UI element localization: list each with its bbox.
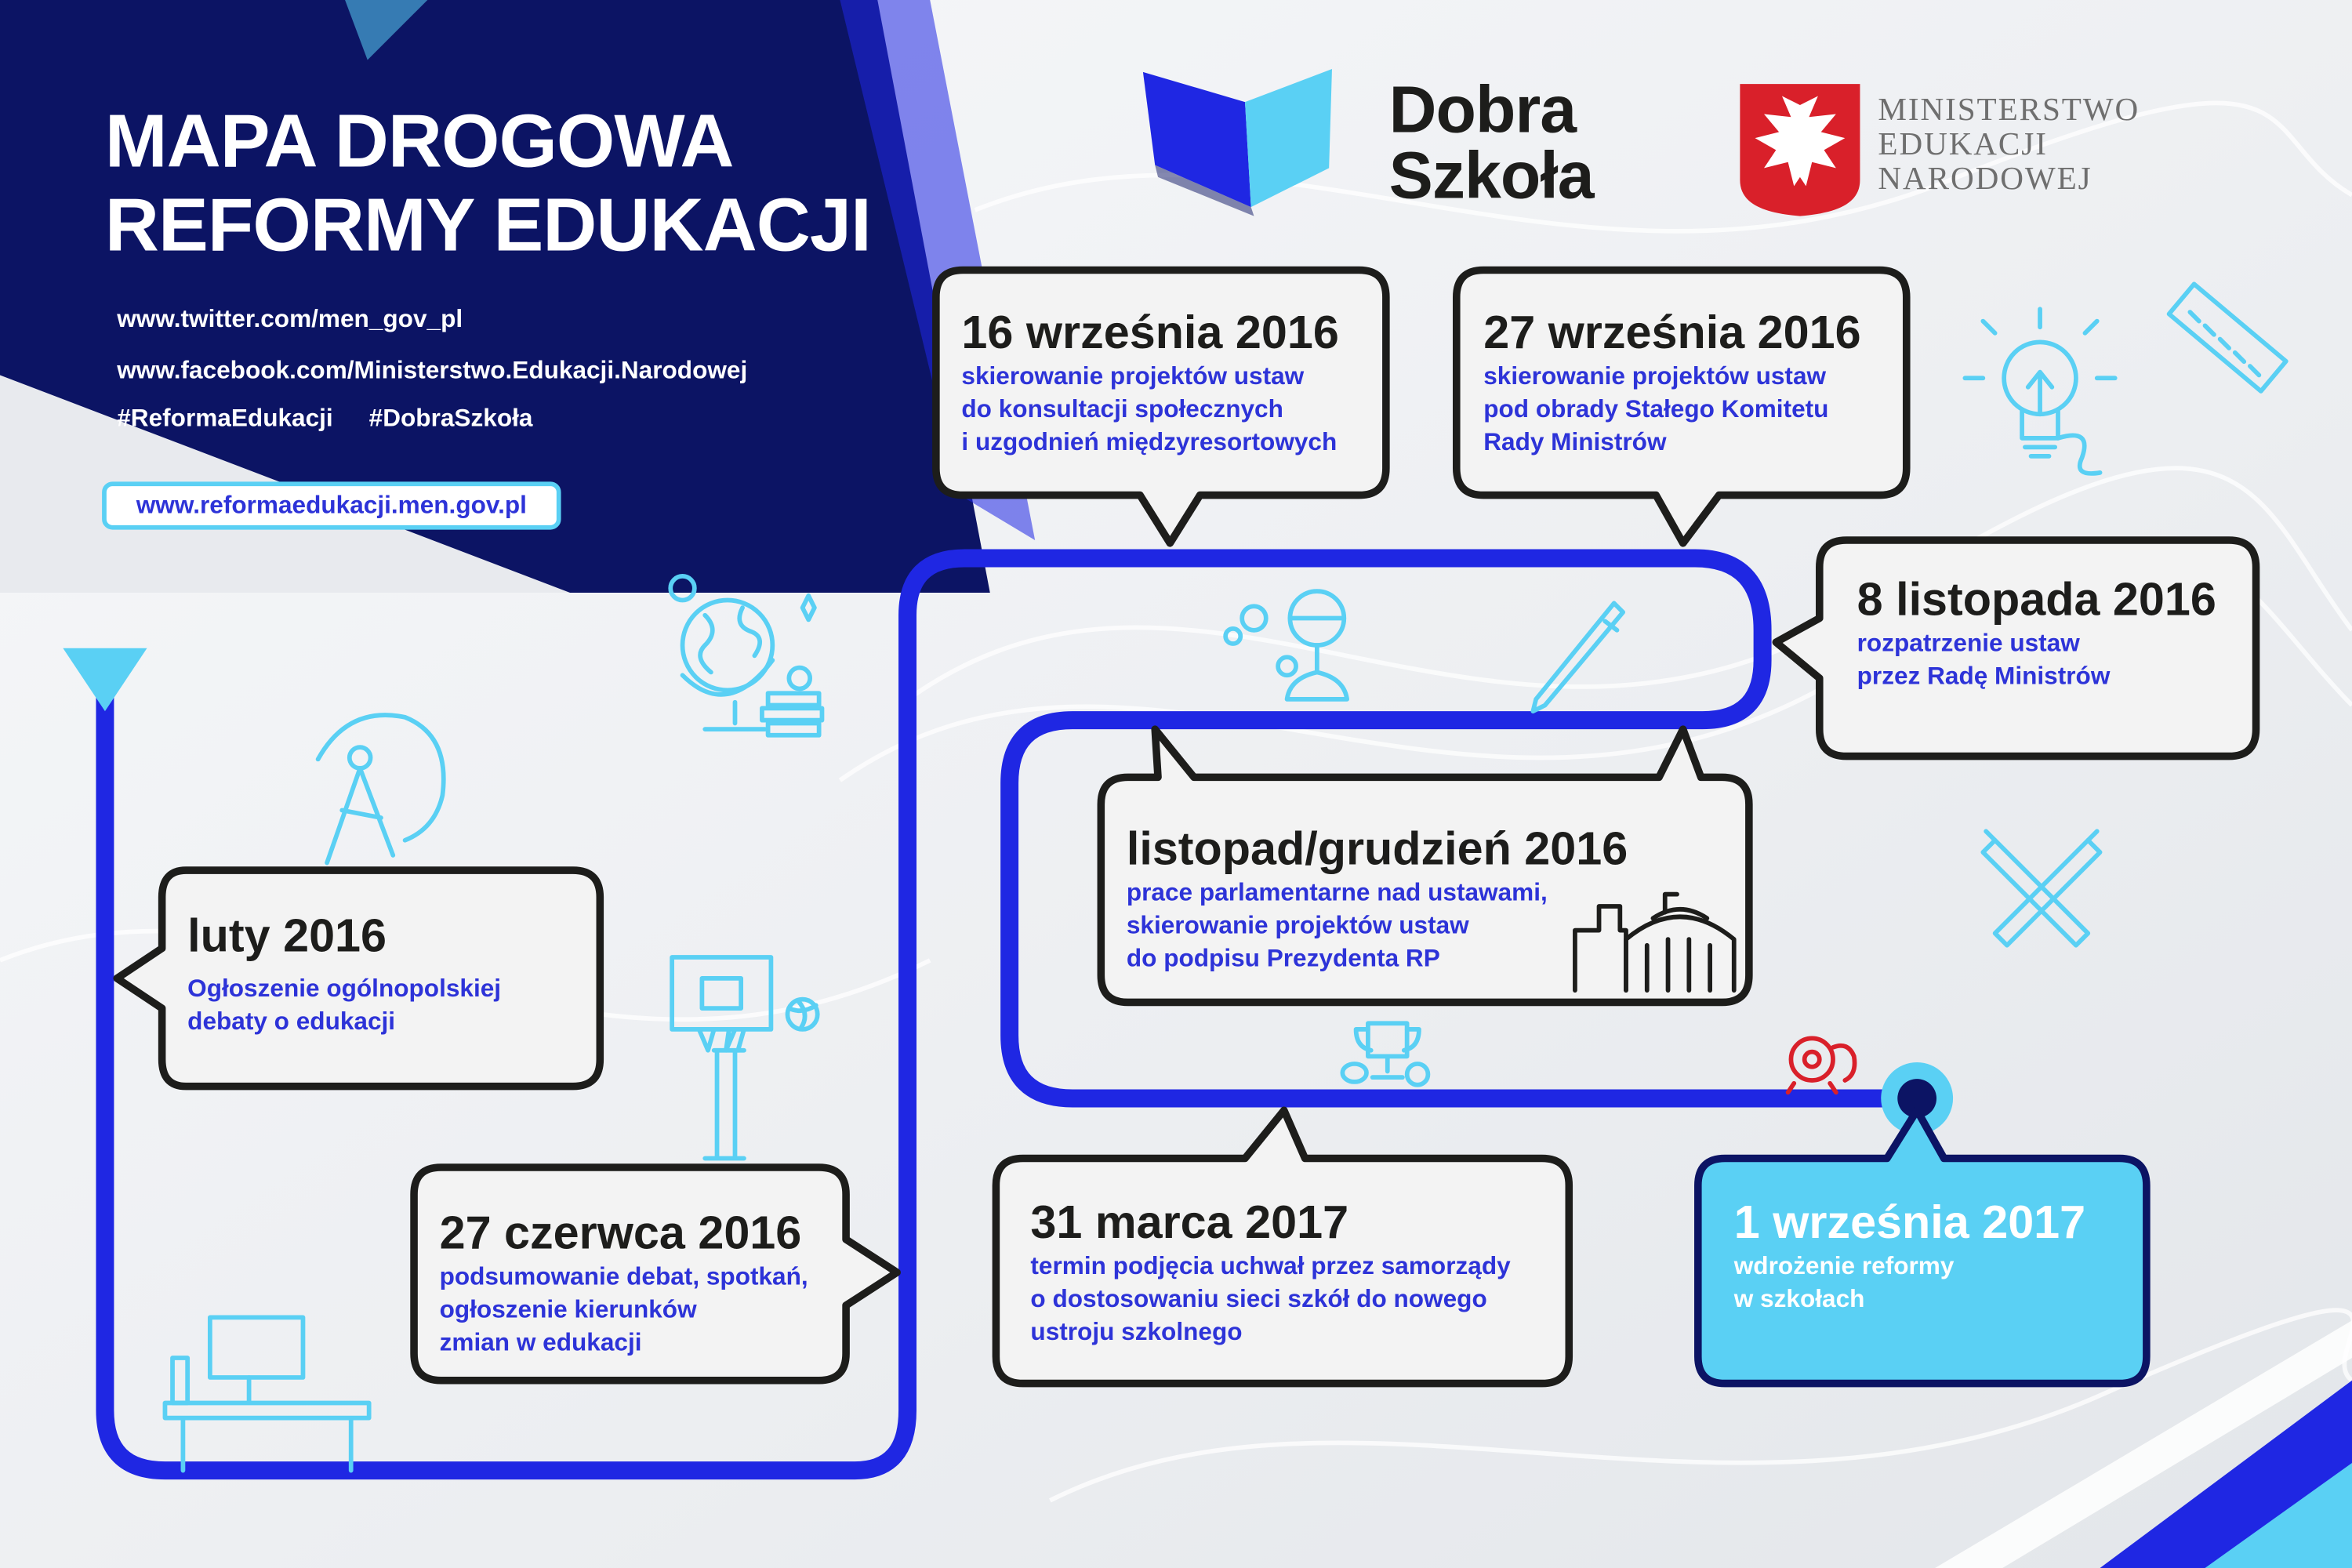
description-line: wdrożenie reformy <box>1733 1253 1955 1280</box>
ministry-line-1: MINISTERSTWO <box>1878 91 2140 128</box>
milestone-date: luty 2016 <box>187 909 387 962</box>
description-line: prace parlamentarne nad ustawami, <box>1126 879 1548 906</box>
description-line: termin podjęcia uchwał przez samorządy <box>1030 1253 1511 1280</box>
ministry-logo-text <box>1878 93 2140 197</box>
description-line: podsumowanie debat, spotkań, <box>439 1263 808 1290</box>
milestone-date: 31 marca 2017 <box>1030 1196 1349 1249</box>
milestone-description <box>1734 1250 1955 1316</box>
title-line-1: MAPA DROGOWA <box>104 99 734 183</box>
brand-line-1: Dobra <box>1388 73 1577 147</box>
description-line: pod obrady Stałego Komitetu <box>1483 396 1829 423</box>
description-line: debaty o edukacji <box>187 1008 396 1036</box>
description-line: rozpatrzenie ustaw <box>1857 630 2080 658</box>
description-line: do konsultacji społecznych <box>961 396 1283 423</box>
eagle-emblem-icon <box>1740 84 1860 216</box>
twitter-link[interactable]: www.twitter.com/men_gov_pl <box>117 306 463 333</box>
description-line: przez Radę Ministrów <box>1857 662 2111 691</box>
description-line: Ogłoszenie ogólnopolskiej <box>187 975 502 1003</box>
description-line: zmian w edukacji <box>439 1329 642 1357</box>
milestone-date: listopad/grudzień 2016 <box>1126 822 1628 875</box>
description-line: i uzgodnień międzyresortowych <box>961 429 1338 456</box>
milestone-description <box>1857 627 2111 693</box>
description-line: skierowanie projektów ustaw <box>961 363 1305 390</box>
website-link[interactable]: www.reformaedukacji.men.gov.pl <box>102 481 561 529</box>
description-line: skierowanie projektów ustaw <box>1126 912 1469 940</box>
description-line: w szkołach <box>1733 1286 1865 1313</box>
title-line-2: REFORMY EDUKACJI <box>104 183 871 267</box>
page-title <box>105 99 871 267</box>
description-line: o dostosowaniu sieci szkół do nowego <box>1030 1286 1487 1313</box>
description-line: Rady Ministrów <box>1483 429 1667 456</box>
ministry-line-2: EDUKACJI <box>1878 125 2048 162</box>
description-line: skierowanie projektów ustaw <box>1483 363 1827 390</box>
milestone-description <box>187 972 501 1038</box>
milestone-date: 16 września 2016 <box>961 306 1339 359</box>
milestone-date: 27 czerwca 2016 <box>439 1206 802 1259</box>
brand-logo-text <box>1388 73 1594 213</box>
description-line: ustroju szkolnego <box>1030 1319 1243 1346</box>
milestone-date: 27 września 2016 <box>1483 306 1861 359</box>
milestone-date: 8 listopada 2016 <box>1857 573 2216 626</box>
hashtag-dobra-szkola[interactable]: #DobraSzkoła <box>368 405 533 433</box>
milestone-date: 1 września 2017 <box>1733 1196 2086 1249</box>
milestone-description <box>961 360 1337 459</box>
milestone-description <box>1030 1250 1510 1348</box>
milestone-description <box>1127 877 1548 975</box>
facebook-link[interactable]: www.facebook.com/Ministerstwo.Edukacji.Narodowej <box>117 357 748 384</box>
description-line: ogłoszenie kierunków <box>439 1296 697 1324</box>
hashtag-reforma[interactable]: #ReformaEdukacji <box>117 405 333 433</box>
brand-line-2: Szkoła <box>1388 139 1594 213</box>
ministry-line-3: NARODOWEJ <box>1878 160 2092 197</box>
milestone-description <box>1483 360 1828 459</box>
milestone-description <box>440 1261 808 1359</box>
description-line: do podpisu Prezydenta RP <box>1126 945 1440 973</box>
